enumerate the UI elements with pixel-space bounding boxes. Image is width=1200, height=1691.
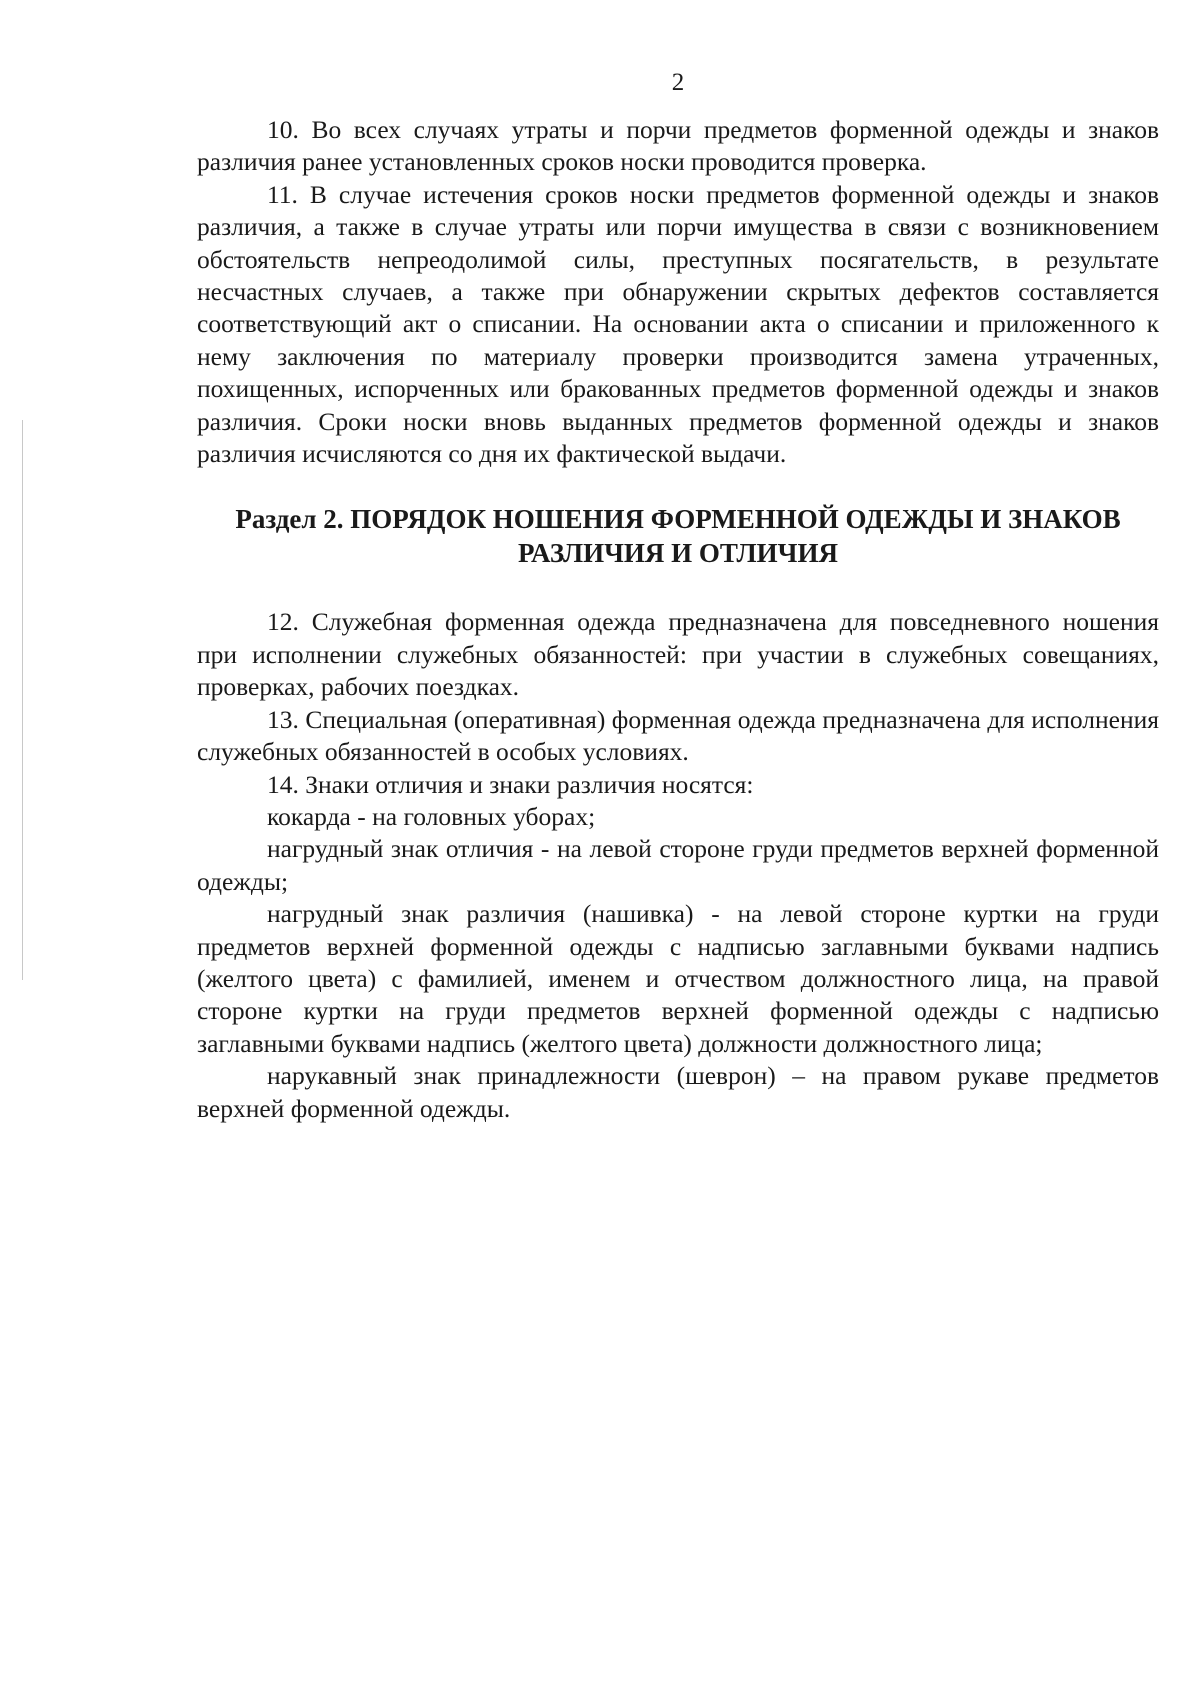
section-gap [197,570,1159,606]
scan-artifact-line [22,420,23,980]
paragraph-14: 14. Знаки отличия и знаки различия носятся: [267,769,754,799]
list-item-breast-badge: нагрудный знак отличия - на левой стороне груди предметов верхней форменной одежды; [197,834,1159,896]
paragraph-13: 13. Специальная (оперативная) форменная одежда предназначена для исполнения служебных обязанностей в особых условиях. [197,704,1159,767]
page-number: 2 [671,69,685,96]
paragraph-11: 11. В случае истечения сроков носки предметов форменной одежды и знаков различия, а также в случае утраты или порчи имущества в связи с возникновением обстоятельств непреодолимой силы, преступных посягательств, в результате несчастных случаев, а также при обнаружении скрытых дефектов составляется соответствующий акт о списании. На основании акта о списании и приложенного к нему заключения по материалу проверки производится замена утраченных, похищенных, испорченных или бракованных предметов форменной одежды и знаков различия. Сроки носки вновь выданных предметов форменной одежды и знаков различия исчисляются со дня их фактической выдачи. [197,179,1159,469]
paragraph-12: 12. Служебная форменная одежда предназначена для повседневного ношения при исполнении служебных обязанностей: при участии в служебных совещаниях, проверках, рабочих поездках. [197,607,1159,702]
paragraph-10: 10. Во всех случаях утраты и порчи предметов форменной одежды и знаков различия ранее установленных сроков носки проводится проверка. [197,115,1159,177]
list-item-cockade: кокарда - на головных уборах; [267,801,596,831]
list-item-chevron: нарукавный знак принадлежности (шеврон) – на правом рукаве предметов верхней форменной одежды. [197,1061,1159,1123]
list-item-name-patch: нагрудный знак различия (нашивка) - на левой стороне куртки на груди предметов верхней форменной одежды с надписью заглавными буквами надпись (желтого цвета) с фамилией, именем и отчеством должностного лица, на правой стороне куртки на груди предметов верхней форменной одежды с надписью заглавными буквами надпись (желтого цвета) должности должностного лица; [197,899,1159,1058]
document-body [197,114,1159,1125]
section-2-heading: Раздел 2. ПОРЯДОК НОШЕНИЯ ФОРМЕННОЙ ОДЕЖДЫ И ЗНАКОВ РАЗЛИЧИЯ И ОТЛИЧИЯ [235,504,1121,569]
